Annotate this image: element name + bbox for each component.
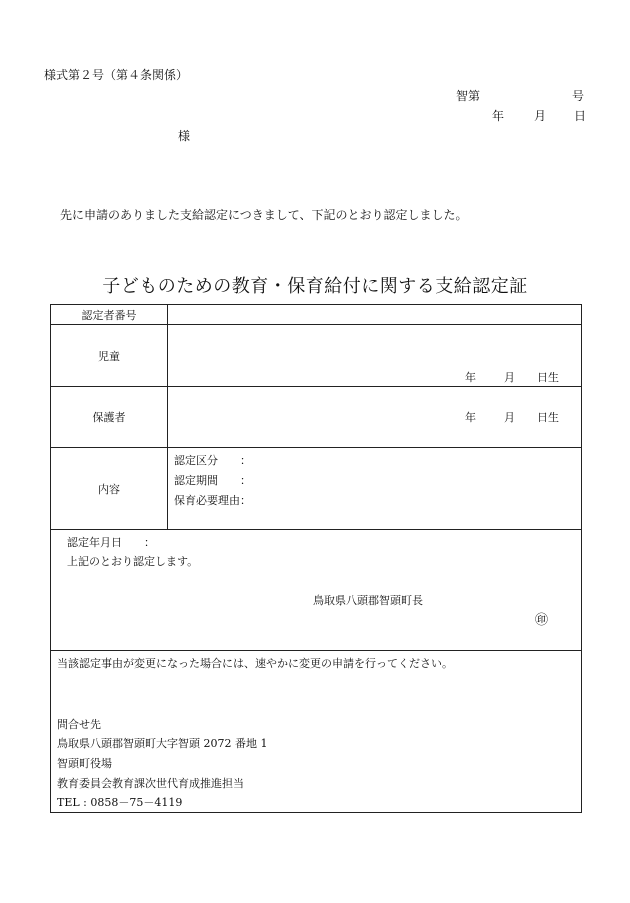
- issue-date-month: 月: [534, 109, 547, 123]
- row-cert-number: [51, 305, 582, 325]
- label-content: 内容: [51, 448, 168, 530]
- contact-title: 問合せ先: [57, 718, 101, 731]
- child-birthdate: [465, 369, 559, 385]
- certification-block: [51, 530, 582, 651]
- child-birth-month: 月: [504, 371, 515, 384]
- certificate-table: [50, 304, 582, 813]
- child-birth-day: 日生: [537, 371, 559, 384]
- row-certification: [51, 530, 582, 651]
- value-cert-number: [168, 305, 582, 325]
- notice-text: 当該認定事由が変更になった場合には、速やかに変更の申請を行ってください。: [57, 657, 453, 670]
- row-child: [51, 325, 582, 387]
- certification-date-label: 認定年月日 ：: [67, 536, 155, 549]
- label-cert-number: 認定者番号: [51, 305, 168, 325]
- reference-suffix: 号: [572, 89, 585, 103]
- guardian-birthdate: [465, 409, 559, 425]
- contact-address: 鳥取県八頭郡智頭町大字智頭 2072 番地 1: [57, 737, 268, 750]
- contact-tel: TEL : 0858－75－4119: [57, 796, 183, 809]
- issue-date-year: 年: [492, 109, 505, 123]
- value-guardian: [168, 387, 582, 448]
- row-content: [51, 448, 582, 530]
- value-child: [168, 325, 582, 387]
- issuer-name: 鳥取県八頭郡智頭町長: [313, 594, 423, 607]
- content-category: 認定区分 ：: [174, 454, 251, 467]
- label-guardian: 保護者: [51, 387, 168, 448]
- content-reason: 保育必要理由：: [174, 494, 251, 507]
- seal-mark: ㊞: [535, 613, 549, 628]
- guardian-birth-month: 月: [504, 411, 515, 424]
- value-content: [168, 448, 582, 530]
- label-child: 児童: [51, 325, 168, 387]
- guardian-birth-year: 年: [465, 411, 476, 424]
- certificate-title: 子どものための教育・保育給付に関する支給認定証: [102, 276, 528, 297]
- row-guardian: [51, 387, 582, 448]
- guardian-birth-day: 日生: [537, 411, 559, 424]
- issue-date-day: 日: [574, 109, 587, 123]
- intro-text: 先に申請のありました支給認定につきまして、下記のとおり認定しました。: [60, 208, 468, 222]
- addressee-suffix: 様: [178, 129, 191, 143]
- contact-department: 教育委員会教育課次世代育成推進担当: [57, 777, 244, 790]
- certification-statement: 上記のとおり認定します。: [67, 555, 199, 568]
- form-number: 様式第２号（第４条関係）: [44, 68, 189, 82]
- contact-office: 智頭町役場: [57, 757, 112, 770]
- notice-block: [51, 651, 582, 813]
- row-notice: [51, 651, 582, 813]
- child-birth-year: 年: [465, 371, 476, 384]
- reference-prefix: 智第: [456, 89, 481, 103]
- content-period: 認定期間 ：: [174, 474, 251, 487]
